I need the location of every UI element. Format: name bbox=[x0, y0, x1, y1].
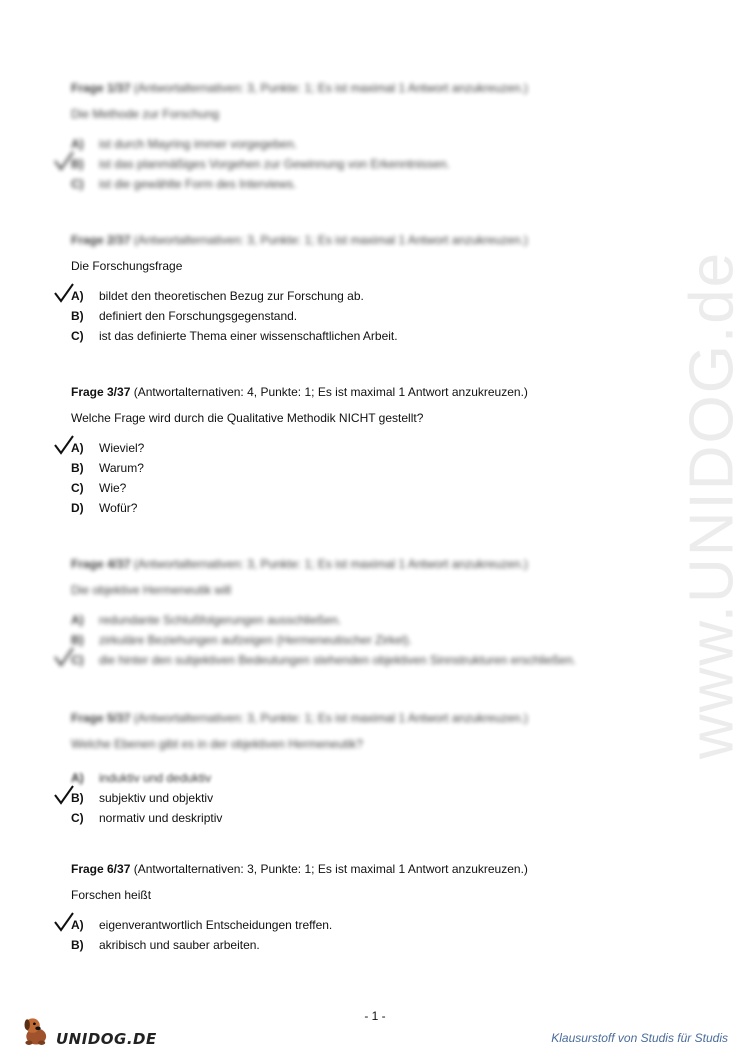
question-1 bbox=[71, 80, 631, 194]
question-number: Frage 3/37 bbox=[71, 385, 131, 399]
question-meta: (Antwortalternativen: 3, Punkte: 1; Es ist maximal 1 Antwort anzukreuzen.) bbox=[133, 557, 528, 571]
answer-option-selected: B) ist das planmäßiges Vorgehen zur Gewinnung von Erkenntnissen. bbox=[71, 154, 631, 174]
question-number: Frage 4/37 bbox=[71, 557, 131, 571]
answer-option: C) ist die gewählte Form des Interviews. bbox=[71, 177, 297, 191]
question-stem: Die Methode zur Forschung bbox=[71, 107, 220, 121]
answer-option: A) ist durch Mayring immer vorgegeben. bbox=[71, 137, 298, 151]
question-6 bbox=[71, 861, 631, 955]
question-5 bbox=[71, 710, 631, 828]
answer-option: C) ist das definierte Thema einer wissenschaftlichen Arbeit. bbox=[71, 329, 398, 343]
question-number: Frage 6/37 bbox=[71, 862, 131, 876]
answer-option: B) definiert den Forschungsgegenstand. bbox=[71, 309, 298, 323]
question-meta: (Antwortalternativen: 3, Punkte: 1; Es ist maximal 1 Antwort anzukreuzen.) bbox=[133, 711, 528, 725]
watermark: www.UNIDOG.de bbox=[677, 250, 747, 760]
question-stem: Die objektive Hermeneutik will bbox=[71, 583, 232, 597]
checkmark-icon bbox=[53, 434, 75, 456]
answer-option: B) Warum? bbox=[71, 461, 144, 475]
question-number: Frage 2/37 bbox=[71, 233, 131, 247]
dog-logo-icon bbox=[20, 1013, 56, 1049]
question-4 bbox=[71, 556, 631, 670]
answer-option: C) normativ und deskriptiv bbox=[71, 811, 223, 825]
checkmark-icon bbox=[53, 150, 75, 172]
checkmark-icon bbox=[53, 911, 75, 933]
footer-note: Klausurstoff von Studis für Studis bbox=[551, 1031, 728, 1045]
checkmark-icon bbox=[53, 784, 75, 806]
question-3 bbox=[71, 384, 631, 518]
question-2 bbox=[71, 232, 631, 346]
question-meta: (Antwortalternativen: 3, Punkte: 1; Es ist maximal 1 Antwort anzukreuzen.) bbox=[133, 862, 528, 876]
answer-option-selected: A) bildet den theoretischen Bezug zur Forschung ab. bbox=[71, 286, 631, 306]
answer-option-selected: C) die hinter den subjektiven Bedeutungen stehenden objektiven Sinnstrukturen erschließen. bbox=[71, 650, 631, 670]
checkmark-icon bbox=[53, 646, 75, 668]
question-stem: Forschen heißt bbox=[71, 888, 152, 902]
answer-option: A) redundante Schlußfolgerungen ausschließen. bbox=[71, 613, 342, 627]
question-number: Frage 1/37 bbox=[71, 81, 131, 95]
question-meta: (Antwortalternativen: 3, Punkte: 1; Es ist maximal 1 Antwort anzukreuzen.) bbox=[133, 233, 528, 247]
page-number: - 1 - bbox=[364, 1009, 386, 1023]
answer-option: B) zirkuläre Beziehungen aufzeigen (Hermeneutischer Zirkel). bbox=[71, 633, 412, 647]
answer-option-selected: B) subjektiv und objektiv bbox=[71, 788, 631, 808]
answer-option: B) akribisch und sauber arbeiten. bbox=[71, 938, 260, 952]
answer-option: A) induktiv und deduktiv bbox=[71, 771, 212, 785]
question-stem: Welche Ebenen gibt es in der objektiven Hermeneutik? bbox=[71, 737, 363, 751]
answer-option: D) Wofür? bbox=[71, 501, 138, 515]
logo-text: UNIDOG.DE bbox=[56, 1030, 157, 1048]
question-stem: Die Forschungsfrage bbox=[71, 259, 183, 273]
answer-option: C) Wie? bbox=[71, 481, 127, 495]
answer-option-selected: A) eigenverantwortlich Entscheidungen treffen. bbox=[71, 915, 631, 935]
answer-option-selected: A) Wieviel? bbox=[71, 438, 631, 458]
question-stem: Welche Frage wird durch die Qualitative Methodik NICHT gestellt? bbox=[71, 411, 424, 425]
question-meta: (Antwortalternativen: 3, Punkte: 1; Es ist maximal 1 Antwort anzukreuzen.) bbox=[133, 81, 528, 95]
question-meta: (Antwortalternativen: 4, Punkte: 1; Es ist maximal 1 Antwort anzukreuzen.) bbox=[133, 385, 528, 399]
question-number: Frage 5/37 bbox=[71, 711, 131, 725]
checkmark-icon bbox=[53, 282, 75, 304]
